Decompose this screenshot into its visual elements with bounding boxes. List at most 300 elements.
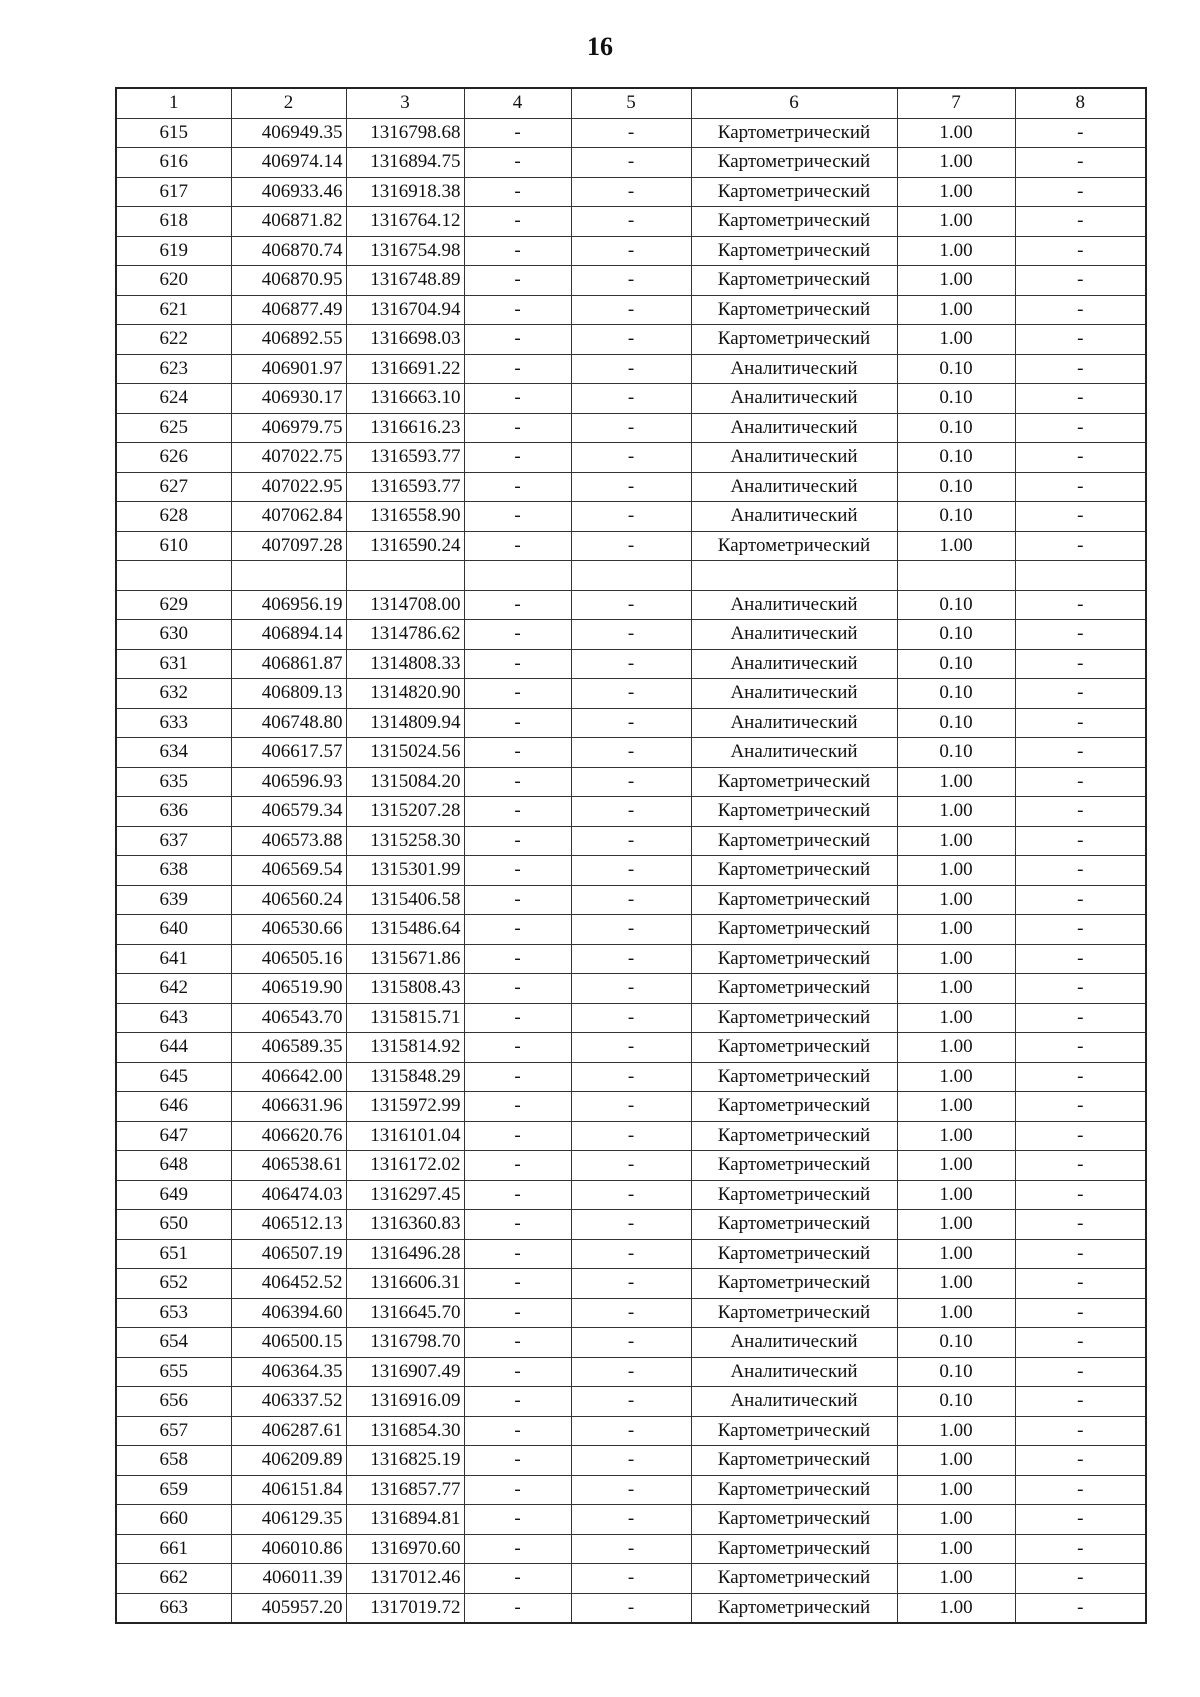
table-row <box>116 767 1146 797</box>
table-row <box>116 1003 1146 1033</box>
table-row <box>116 797 1146 827</box>
table-row <box>116 1151 1146 1181</box>
method-cell: Картометрический <box>691 1475 897 1505</box>
accuracy-cell: 1.00 <box>897 177 1015 207</box>
x-coordinate-cell: 406894.14 <box>231 620 346 650</box>
x-coordinate-cell: 406507.19 <box>231 1239 346 1269</box>
table-row <box>116 590 1146 620</box>
y-coordinate-cell: 1314820.90 <box>346 679 464 709</box>
column-8-cell: - <box>1015 1475 1146 1505</box>
method-cell: Картометрический <box>691 767 897 797</box>
y-coordinate-cell: 1316663.10 <box>346 384 464 414</box>
y-coordinate-cell: 1315024.56 <box>346 738 464 768</box>
y-coordinate-cell: 1316764.12 <box>346 207 464 237</box>
point-number-cell: 651 <box>116 1239 231 1269</box>
column-4-cell: - <box>464 620 571 650</box>
x-coordinate-cell: 406871.82 <box>231 207 346 237</box>
table-row <box>116 649 1146 679</box>
column-5-cell: - <box>571 236 691 266</box>
method-cell: Картометрический <box>691 1446 897 1476</box>
method-cell: Картометрический <box>691 915 897 945</box>
method-cell: Картометрический <box>691 118 897 148</box>
y-coordinate-cell: 1315814.92 <box>346 1033 464 1063</box>
column-4-cell: - <box>464 207 571 237</box>
point-number-cell: 618 <box>116 207 231 237</box>
point-number-cell: 621 <box>116 295 231 325</box>
x-coordinate-cell: 406877.49 <box>231 295 346 325</box>
column-8-cell: - <box>1015 207 1146 237</box>
column-8-cell: - <box>1015 236 1146 266</box>
point-number-cell: 628 <box>116 502 231 532</box>
column-8-cell: - <box>1015 679 1146 709</box>
point-number-cell: 660 <box>116 1505 231 1535</box>
accuracy-cell: 1.00 <box>897 856 1015 886</box>
table-row <box>116 1446 1146 1476</box>
column-4-cell: - <box>464 1475 571 1505</box>
accuracy-cell: 0.10 <box>897 738 1015 768</box>
point-number-cell: 659 <box>116 1475 231 1505</box>
accuracy-cell: 0.10 <box>897 1387 1015 1417</box>
column-4-cell: - <box>464 177 571 207</box>
y-coordinate-cell: 1315486.64 <box>346 915 464 945</box>
column-5-cell: - <box>571 384 691 414</box>
column-4-cell: - <box>464 915 571 945</box>
x-coordinate-cell: 406209.89 <box>231 1446 346 1476</box>
y-coordinate-cell: 1316616.23 <box>346 413 464 443</box>
y-coordinate-cell: 1316606.31 <box>346 1269 464 1299</box>
column-5-cell: - <box>571 738 691 768</box>
point-number-cell: 657 <box>116 1416 231 1446</box>
point-number-cell: 633 <box>116 708 231 738</box>
table-row <box>116 295 1146 325</box>
method-cell: Картометрический <box>691 1269 897 1299</box>
column-5-cell: - <box>571 856 691 886</box>
column-8-cell: - <box>1015 1062 1146 1092</box>
method-cell: Аналитический <box>691 354 897 384</box>
column-8-cell: - <box>1015 295 1146 325</box>
column-4-cell: - <box>464 354 571 384</box>
point-number-cell: 647 <box>116 1121 231 1151</box>
point-number-cell: 661 <box>116 1534 231 1564</box>
point-number-cell: 635 <box>116 767 231 797</box>
column-5-cell: - <box>571 443 691 473</box>
method-cell: Аналитический <box>691 384 897 414</box>
column-8-cell: - <box>1015 738 1146 768</box>
accuracy-cell: 1.00 <box>897 295 1015 325</box>
column-5-cell: - <box>571 1475 691 1505</box>
table-row <box>116 1564 1146 1594</box>
point-number-cell: 650 <box>116 1210 231 1240</box>
point-number-cell: 615 <box>116 118 231 148</box>
column-8-cell: - <box>1015 1593 1146 1623</box>
point-number-cell: 631 <box>116 649 231 679</box>
column-8-cell <box>1015 561 1146 591</box>
column-8-cell: - <box>1015 649 1146 679</box>
column-8-cell: - <box>1015 708 1146 738</box>
method-cell: Аналитический <box>691 649 897 679</box>
method-cell: Аналитический <box>691 472 897 502</box>
y-coordinate-cell: 1315207.28 <box>346 797 464 827</box>
column-5-cell: - <box>571 1328 691 1358</box>
y-coordinate-cell: 1317012.46 <box>346 1564 464 1594</box>
method-cell: Картометрический <box>691 207 897 237</box>
x-coordinate-cell: 406974.14 <box>231 148 346 178</box>
x-coordinate-cell: 406505.16 <box>231 944 346 974</box>
column-4-cell: - <box>464 1062 571 1092</box>
point-number-cell: 616 <box>116 148 231 178</box>
column-4-cell: - <box>464 1210 571 1240</box>
y-coordinate-cell: 1316360.83 <box>346 1210 464 1240</box>
method-cell: Аналитический <box>691 1357 897 1387</box>
table-row <box>116 354 1146 384</box>
x-coordinate-cell: 406560.24 <box>231 885 346 915</box>
page-number: 16 <box>587 32 613 61</box>
column-4-cell: - <box>464 1593 571 1623</box>
column-4-cell: - <box>464 1505 571 1535</box>
x-coordinate-cell: 407062.84 <box>231 502 346 532</box>
point-number-cell: 623 <box>116 354 231 384</box>
table-row <box>116 148 1146 178</box>
point-number-cell: 634 <box>116 738 231 768</box>
method-cell: Картометрический <box>691 826 897 856</box>
y-coordinate-cell: 1316593.77 <box>346 472 464 502</box>
table-row <box>116 1357 1146 1387</box>
column-4-cell: - <box>464 1003 571 1033</box>
column-4-cell: - <box>464 1121 571 1151</box>
table-row <box>116 856 1146 886</box>
column-5-cell: - <box>571 1298 691 1328</box>
accuracy-cell: 1.00 <box>897 1416 1015 1446</box>
x-coordinate-cell <box>231 561 346 591</box>
method-cell: Аналитический <box>691 1328 897 1358</box>
table-row <box>116 620 1146 650</box>
method-cell: Картометрический <box>691 148 897 178</box>
column-5-cell: - <box>571 118 691 148</box>
column-4-cell: - <box>464 885 571 915</box>
column-8-cell: - <box>1015 620 1146 650</box>
table-row <box>116 679 1146 709</box>
column-8-cell: - <box>1015 384 1146 414</box>
column-4-cell: - <box>464 797 571 827</box>
table-row <box>116 207 1146 237</box>
y-coordinate-cell: 1316907.49 <box>346 1357 464 1387</box>
y-coordinate-cell: 1315084.20 <box>346 767 464 797</box>
table-row <box>116 413 1146 443</box>
accuracy-cell: 1.00 <box>897 236 1015 266</box>
y-coordinate-cell: 1316748.89 <box>346 266 464 296</box>
column-5-cell: - <box>571 1239 691 1269</box>
column-4-cell: - <box>464 590 571 620</box>
column-4-cell: - <box>464 1180 571 1210</box>
point-number-cell: 639 <box>116 885 231 915</box>
method-cell: Картометрический <box>691 1033 897 1063</box>
column-header: 4 <box>464 88 571 118</box>
column-4-cell: - <box>464 1269 571 1299</box>
x-coordinate-cell: 406011.39 <box>231 1564 346 1594</box>
method-cell: Аналитический <box>691 590 897 620</box>
y-coordinate-cell: 1316297.45 <box>346 1180 464 1210</box>
accuracy-cell: 1.00 <box>897 1446 1015 1476</box>
x-coordinate-cell: 406364.35 <box>231 1357 346 1387</box>
column-4-cell: - <box>464 944 571 974</box>
x-coordinate-cell: 406870.95 <box>231 266 346 296</box>
column-8-cell: - <box>1015 266 1146 296</box>
column-5-cell: - <box>571 1416 691 1446</box>
method-cell: Картометрический <box>691 1062 897 1092</box>
y-coordinate-cell: 1316916.09 <box>346 1387 464 1417</box>
column-header: 8 <box>1015 88 1146 118</box>
point-number-cell: 638 <box>116 856 231 886</box>
accuracy-cell: 1.00 <box>897 1180 1015 1210</box>
point-number-cell: 630 <box>116 620 231 650</box>
column-4-cell: - <box>464 856 571 886</box>
x-coordinate-cell: 406933.46 <box>231 177 346 207</box>
column-5-cell: - <box>571 266 691 296</box>
column-header: 3 <box>346 88 464 118</box>
table-row <box>116 1534 1146 1564</box>
table-row <box>116 1062 1146 1092</box>
accuracy-cell: 0.10 <box>897 1328 1015 1358</box>
column-5-cell: - <box>571 915 691 945</box>
column-5-cell: - <box>571 1062 691 1092</box>
y-coordinate-cell: 1316798.68 <box>346 118 464 148</box>
y-coordinate-cell: 1316496.28 <box>346 1239 464 1269</box>
accuracy-cell: 1.00 <box>897 826 1015 856</box>
column-4-cell: - <box>464 531 571 561</box>
x-coordinate-cell: 406474.03 <box>231 1180 346 1210</box>
table-row <box>116 1269 1146 1299</box>
x-coordinate-cell: 406337.52 <box>231 1387 346 1417</box>
accuracy-cell: 1.00 <box>897 767 1015 797</box>
column-5-cell: - <box>571 885 691 915</box>
x-coordinate-cell: 406573.88 <box>231 826 346 856</box>
column-5-cell <box>571 561 691 591</box>
y-coordinate-cell: 1315258.30 <box>346 826 464 856</box>
accuracy-cell <box>897 561 1015 591</box>
y-coordinate-cell: 1316918.38 <box>346 177 464 207</box>
x-coordinate-cell: 406901.97 <box>231 354 346 384</box>
accuracy-cell: 1.00 <box>897 1121 1015 1151</box>
column-4-cell: - <box>464 148 571 178</box>
y-coordinate-cell: 1316691.22 <box>346 354 464 384</box>
x-coordinate-cell: 406631.96 <box>231 1092 346 1122</box>
accuracy-cell: 0.10 <box>897 502 1015 532</box>
table-header-row <box>116 88 1146 118</box>
accuracy-cell: 0.10 <box>897 679 1015 709</box>
point-number-cell: 654 <box>116 1328 231 1358</box>
x-coordinate-cell: 406538.61 <box>231 1151 346 1181</box>
accuracy-cell: 1.00 <box>897 974 1015 1004</box>
x-coordinate-cell: 406579.34 <box>231 797 346 827</box>
table-row <box>116 708 1146 738</box>
column-8-cell: - <box>1015 1269 1146 1299</box>
x-coordinate-cell: 406010.86 <box>231 1534 346 1564</box>
point-number-cell: 656 <box>116 1387 231 1417</box>
column-4-cell: - <box>464 738 571 768</box>
point-number-cell: 620 <box>116 266 231 296</box>
accuracy-cell: 1.00 <box>897 1564 1015 1594</box>
method-cell: Картометрический <box>691 1151 897 1181</box>
column-4-cell: - <box>464 1387 571 1417</box>
point-number-cell: 658 <box>116 1446 231 1476</box>
y-coordinate-cell: 1315406.58 <box>346 885 464 915</box>
table-row <box>116 1298 1146 1328</box>
column-4-cell: - <box>464 472 571 502</box>
column-8-cell: - <box>1015 915 1146 945</box>
column-5-cell: - <box>571 944 691 974</box>
x-coordinate-cell: 406589.35 <box>231 1033 346 1063</box>
column-8-cell: - <box>1015 1534 1146 1564</box>
column-8-cell: - <box>1015 1564 1146 1594</box>
point-number-cell: 645 <box>116 1062 231 1092</box>
column-4-cell: - <box>464 413 571 443</box>
accuracy-cell: 1.00 <box>897 148 1015 178</box>
table-row <box>116 1239 1146 1269</box>
table-row <box>116 531 1146 561</box>
column-5-cell: - <box>571 590 691 620</box>
column-8-cell: - <box>1015 148 1146 178</box>
column-5-cell: - <box>571 148 691 178</box>
accuracy-cell: 1.00 <box>897 1033 1015 1063</box>
accuracy-cell: 1.00 <box>897 885 1015 915</box>
column-4-cell: - <box>464 1239 571 1269</box>
method-cell: Картометрический <box>691 1239 897 1269</box>
column-4-cell <box>464 561 571 591</box>
y-coordinate-cell: 1316854.30 <box>346 1416 464 1446</box>
method-cell: Картометрический <box>691 1092 897 1122</box>
x-coordinate-cell: 405957.20 <box>231 1593 346 1623</box>
method-cell: Аналитический <box>691 679 897 709</box>
accuracy-cell: 1.00 <box>897 325 1015 355</box>
column-5-cell: - <box>571 325 691 355</box>
column-5-cell: - <box>571 1033 691 1063</box>
x-coordinate-cell: 406949.35 <box>231 118 346 148</box>
y-coordinate-cell: 1316857.77 <box>346 1475 464 1505</box>
column-5-cell: - <box>571 1505 691 1535</box>
point-number-cell: 625 <box>116 413 231 443</box>
method-cell: Картометрический <box>691 1003 897 1033</box>
column-4-cell: - <box>464 384 571 414</box>
column-8-cell: - <box>1015 1151 1146 1181</box>
accuracy-cell: 0.10 <box>897 354 1015 384</box>
column-8-cell: - <box>1015 797 1146 827</box>
column-4-cell: - <box>464 1564 571 1594</box>
y-coordinate-cell: 1316590.24 <box>346 531 464 561</box>
column-4-cell: - <box>464 502 571 532</box>
y-coordinate-cell: 1315808.43 <box>346 974 464 1004</box>
x-coordinate-cell: 406870.74 <box>231 236 346 266</box>
column-4-cell: - <box>464 266 571 296</box>
point-number-cell: 648 <box>116 1151 231 1181</box>
y-coordinate-cell: 1316172.02 <box>346 1151 464 1181</box>
method-cell: Аналитический <box>691 620 897 650</box>
column-5-cell: - <box>571 472 691 502</box>
column-header: 6 <box>691 88 897 118</box>
method-cell <box>691 561 897 591</box>
y-coordinate-cell: 1316101.04 <box>346 1121 464 1151</box>
column-8-cell: - <box>1015 1505 1146 1535</box>
column-8-cell: - <box>1015 1033 1146 1063</box>
column-8-cell: - <box>1015 856 1146 886</box>
column-8-cell: - <box>1015 590 1146 620</box>
y-coordinate-cell <box>346 561 464 591</box>
column-8-cell: - <box>1015 1121 1146 1151</box>
x-coordinate-cell: 406287.61 <box>231 1416 346 1446</box>
point-number-cell: 626 <box>116 443 231 473</box>
column-8-cell: - <box>1015 1416 1146 1446</box>
table-row <box>116 1593 1146 1623</box>
column-4-cell: - <box>464 1328 571 1358</box>
accuracy-cell: 1.00 <box>897 1593 1015 1623</box>
column-8-cell: - <box>1015 944 1146 974</box>
column-5-cell: - <box>571 1593 691 1623</box>
column-5-cell: - <box>571 177 691 207</box>
accuracy-cell: 1.00 <box>897 1062 1015 1092</box>
point-number-cell: 643 <box>116 1003 231 1033</box>
y-coordinate-cell: 1316645.70 <box>346 1298 464 1328</box>
column-4-cell: - <box>464 974 571 1004</box>
table-row <box>116 1475 1146 1505</box>
column-5-cell: - <box>571 531 691 561</box>
column-header: 7 <box>897 88 1015 118</box>
x-coordinate-cell: 406500.15 <box>231 1328 346 1358</box>
method-cell: Картометрический <box>691 1298 897 1328</box>
column-5-cell: - <box>571 679 691 709</box>
method-cell: Картометрический <box>691 1534 897 1564</box>
table-row <box>116 738 1146 768</box>
accuracy-cell: 1.00 <box>897 1151 1015 1181</box>
column-5-cell: - <box>571 1269 691 1299</box>
accuracy-cell: 1.00 <box>897 1269 1015 1299</box>
column-5-cell: - <box>571 1092 691 1122</box>
column-4-cell: - <box>464 1357 571 1387</box>
point-number-cell: 653 <box>116 1298 231 1328</box>
column-8-cell: - <box>1015 1387 1146 1417</box>
table-row <box>116 236 1146 266</box>
accuracy-cell: 1.00 <box>897 1505 1015 1535</box>
column-8-cell: - <box>1015 531 1146 561</box>
table-row <box>116 915 1146 945</box>
column-5-cell: - <box>571 797 691 827</box>
column-5-cell: - <box>571 1534 691 1564</box>
point-number-cell: 641 <box>116 944 231 974</box>
column-4-cell: - <box>464 1151 571 1181</box>
x-coordinate-cell: 406569.54 <box>231 856 346 886</box>
method-cell: Картометрический <box>691 295 897 325</box>
column-5-cell: - <box>571 826 691 856</box>
table-row <box>116 384 1146 414</box>
accuracy-cell: 1.00 <box>897 1298 1015 1328</box>
accuracy-cell: 0.10 <box>897 708 1015 738</box>
x-coordinate-cell: 406956.19 <box>231 590 346 620</box>
column-4-cell: - <box>464 649 571 679</box>
method-cell: Аналитический <box>691 708 897 738</box>
point-number-cell: 619 <box>116 236 231 266</box>
method-cell: Картометрический <box>691 974 897 1004</box>
column-4-cell: - <box>464 767 571 797</box>
table-row <box>116 1210 1146 1240</box>
column-4-cell: - <box>464 118 571 148</box>
method-cell: Картометрический <box>691 885 897 915</box>
column-4-cell: - <box>464 236 571 266</box>
column-8-cell: - <box>1015 1328 1146 1358</box>
point-number-cell: 624 <box>116 384 231 414</box>
column-header: 2 <box>231 88 346 118</box>
accuracy-cell: 0.10 <box>897 443 1015 473</box>
y-coordinate-cell: 1315972.99 <box>346 1092 464 1122</box>
y-coordinate-cell: 1315848.29 <box>346 1062 464 1092</box>
accuracy-cell: 0.10 <box>897 590 1015 620</box>
